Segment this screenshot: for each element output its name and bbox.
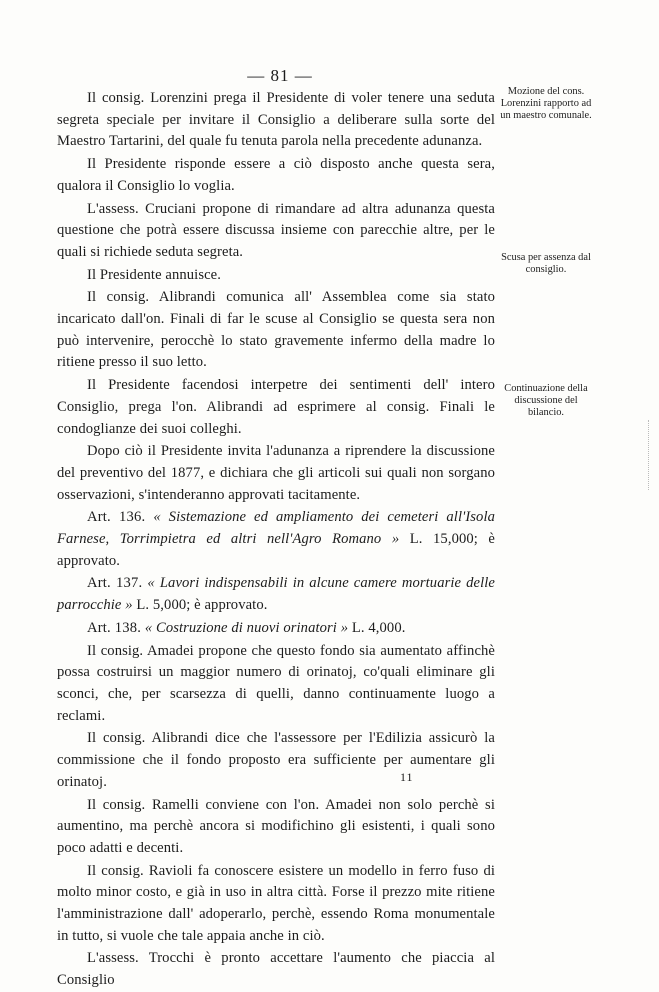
paragraph: Il consig. Ramelli conviene con l'on. Amadei non solo perchè si aumentino, ma perchè ancora si modifichino gli esistenti, i quali sono poco adatti e decenti. — [57, 796, 495, 856]
margin-note-scusa: Scusa per assenza dal consiglio. — [501, 252, 591, 275]
article-title: « Costruzione di nuovi orinatori » — [144, 619, 349, 636]
article-entry — [57, 507, 495, 572]
page-number: — 81 — — [247, 66, 313, 85]
article-number: Art. 138. — [87, 619, 142, 636]
paragraph: Il Presidente risponde essere a ciò disposto anche questa sera, qualora il Consiglio lo voglia. — [57, 156, 495, 194]
article-title: « Lavori indispensabili in alcune camere mortuarie delle parrocchie » — [57, 575, 496, 614]
paragraph: Dopo ciò il Presidente invita l'adunanza a riprendere la discussione del preventivo del 1877, e dichiara che gli articoli sui quali non sorgano osservazioni, s'intenderanno approvati tacitamente. — [57, 443, 495, 503]
margin-note-lorenzini: Mozione del cons. Lorenzini rapporto ad un maestro comunale. — [500, 86, 592, 121]
article-amount: L. 5,000; è approvato. — [136, 597, 268, 614]
page-edge-mark — [648, 420, 651, 490]
article-number: Art. 137. — [87, 575, 143, 592]
paragraph: L'assess. Trocchi è pronto accettare l'aumento che piaccia al Consiglio — [57, 950, 495, 989]
paragraph: Il consig. Alibrandi dice che l'assessore per l'Edilizia assicurò la commissione che il fondo proposto era sufficiente per aumentare gli orinatoj. — [57, 730, 495, 790]
margin-note-bilancio: Continuazione della discussione del bilancio. — [504, 383, 588, 418]
paragraph: Il consig. Amadei propone che questo fondo sia aumentato affinchè possa costruirsi un maggior numero di orinatoj, co'quali eliminare gli sconci, che, per scarsezza di quelli, danno continuamente luogo a reclami. — [57, 642, 495, 724]
paragraph: Il consig. Alibrandi comunica all' Assemblea come sia stato incaricato dall'on. Finali di far le scuse al Consiglio se questa sera non può intervenire, perocchè lo stato gravemente infermo della madre lo ritiene presso il suo letto. — [57, 289, 495, 371]
paragraph: Il consig. Lorenzini prega il Presidente di voler tenere una seduta segreta speciale per invitare il Consiglio a deliberare sulla sorte del Maestro Tartarini, del quale fu tenuta parola nella precedente adunanza. — [57, 90, 495, 150]
article-number: Art. 136. — [87, 509, 146, 526]
paragraph: Il Presidente facendosi interpetre dei sentimenti dell' intero Consiglio, prega l'on. Alibrandi ad esprimere al consig. Finali le condoglianze dei suoi colleghi. — [57, 377, 495, 437]
paragraph: Il Presidente annuisce. — [87, 266, 222, 283]
article-amount: L. 4,000. — [351, 619, 406, 636]
article-amount: L. 15,000; è approvato. — [57, 531, 495, 569]
signature-mark: 11 — [400, 770, 414, 784]
article-entry — [57, 573, 495, 616]
body-text — [57, 88, 495, 992]
article-title: « Sistemazione ed ampliamento dei cemeteri all'Isola Farnese, Torrimpietra ed altri nell'Agro Romano » — [57, 509, 496, 548]
article-entry — [57, 618, 495, 640]
paragraph: L'assess. Cruciani propone di rimandare ad altra adunanza questa questione che potrà essere discussa insieme con parecchie altre, per le quali si richiede seduta segreta. — [57, 200, 495, 260]
paragraph: Il consig. Ravioli fa conoscere esistere un modello in ferro fuso di molto minor costo, e già in uso in altra città. Forse il prezzo mite ritiene l'amministrazione dall' adoperarlo, perchè, essendo Roma monumentale in tutto, si vuole che tale appaia anche in ciò. — [57, 862, 495, 944]
